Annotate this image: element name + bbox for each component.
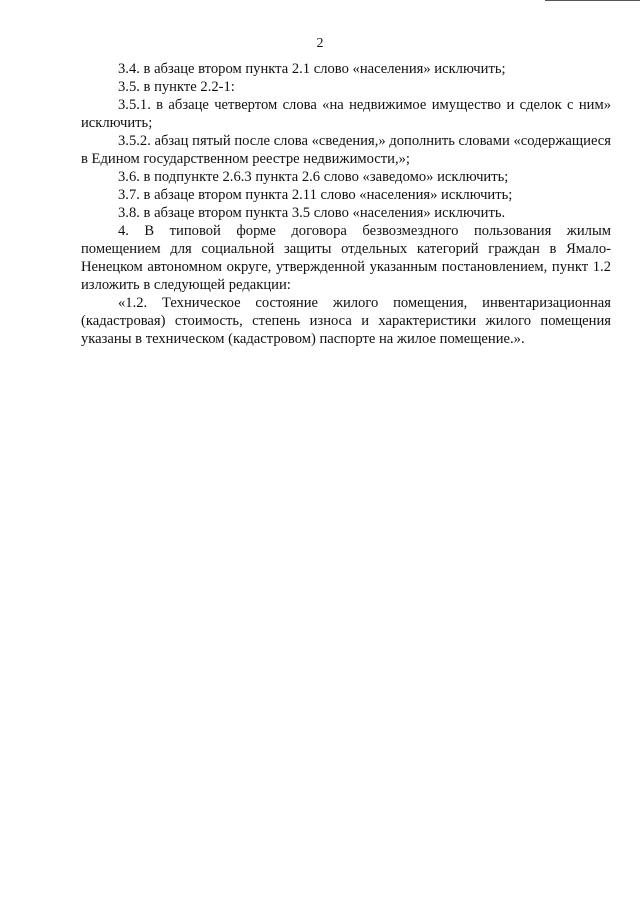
paragraph-3-6: 3.6. в подпункте 2.6.3 пункта 2.6 слово «заведомо» исключить; [118,169,509,185]
paragraph-4-quote: «1.2. Техническое состояние жилого помещения, инвентаризационная (кадастровая) стоимость, степень износа и характеристики жилого помещения указаны в техническом (кадастровом) паспорте на жилое помещение.». [81,295,611,347]
document-body [81,60,611,348]
paragraph-3-5-1: 3.5.1. в абзаце четвертом слова «на недвижимое имущество и сделок с ним» исключить; [81,97,611,131]
page-number: 2 [316,36,324,51]
paragraph-3-5: 3.5. в пункте 2.2-1: [118,79,235,95]
top-rule [545,0,640,1]
paragraph-3-8: 3.8. в абзаце втором пункта 3.5 слово «населения» исключить. [118,205,506,221]
paragraph-3-4: 3.4. в абзаце втором пункта 2.1 слово «населения» исключить; [118,61,506,77]
paragraph-3-7: 3.7. в абзаце втором пункта 2.11 слово «населения» исключить; [118,187,513,203]
paragraph-3-5-2: 3.5.2. абзац пятый после слова «сведения,» дополнить словами «содержащиеся в Едином государственном реестре недвижимости,»; [81,133,611,167]
paragraph-4: 4. В типовой форме договора безвозмездного пользования жилым помещением для социальной защиты отдельных категорий граждан в Ямало-Ненецком автономном округе, утвержденной указанным постановлением, пункт 1.2 изложить в следующей редакции: [81,223,611,293]
